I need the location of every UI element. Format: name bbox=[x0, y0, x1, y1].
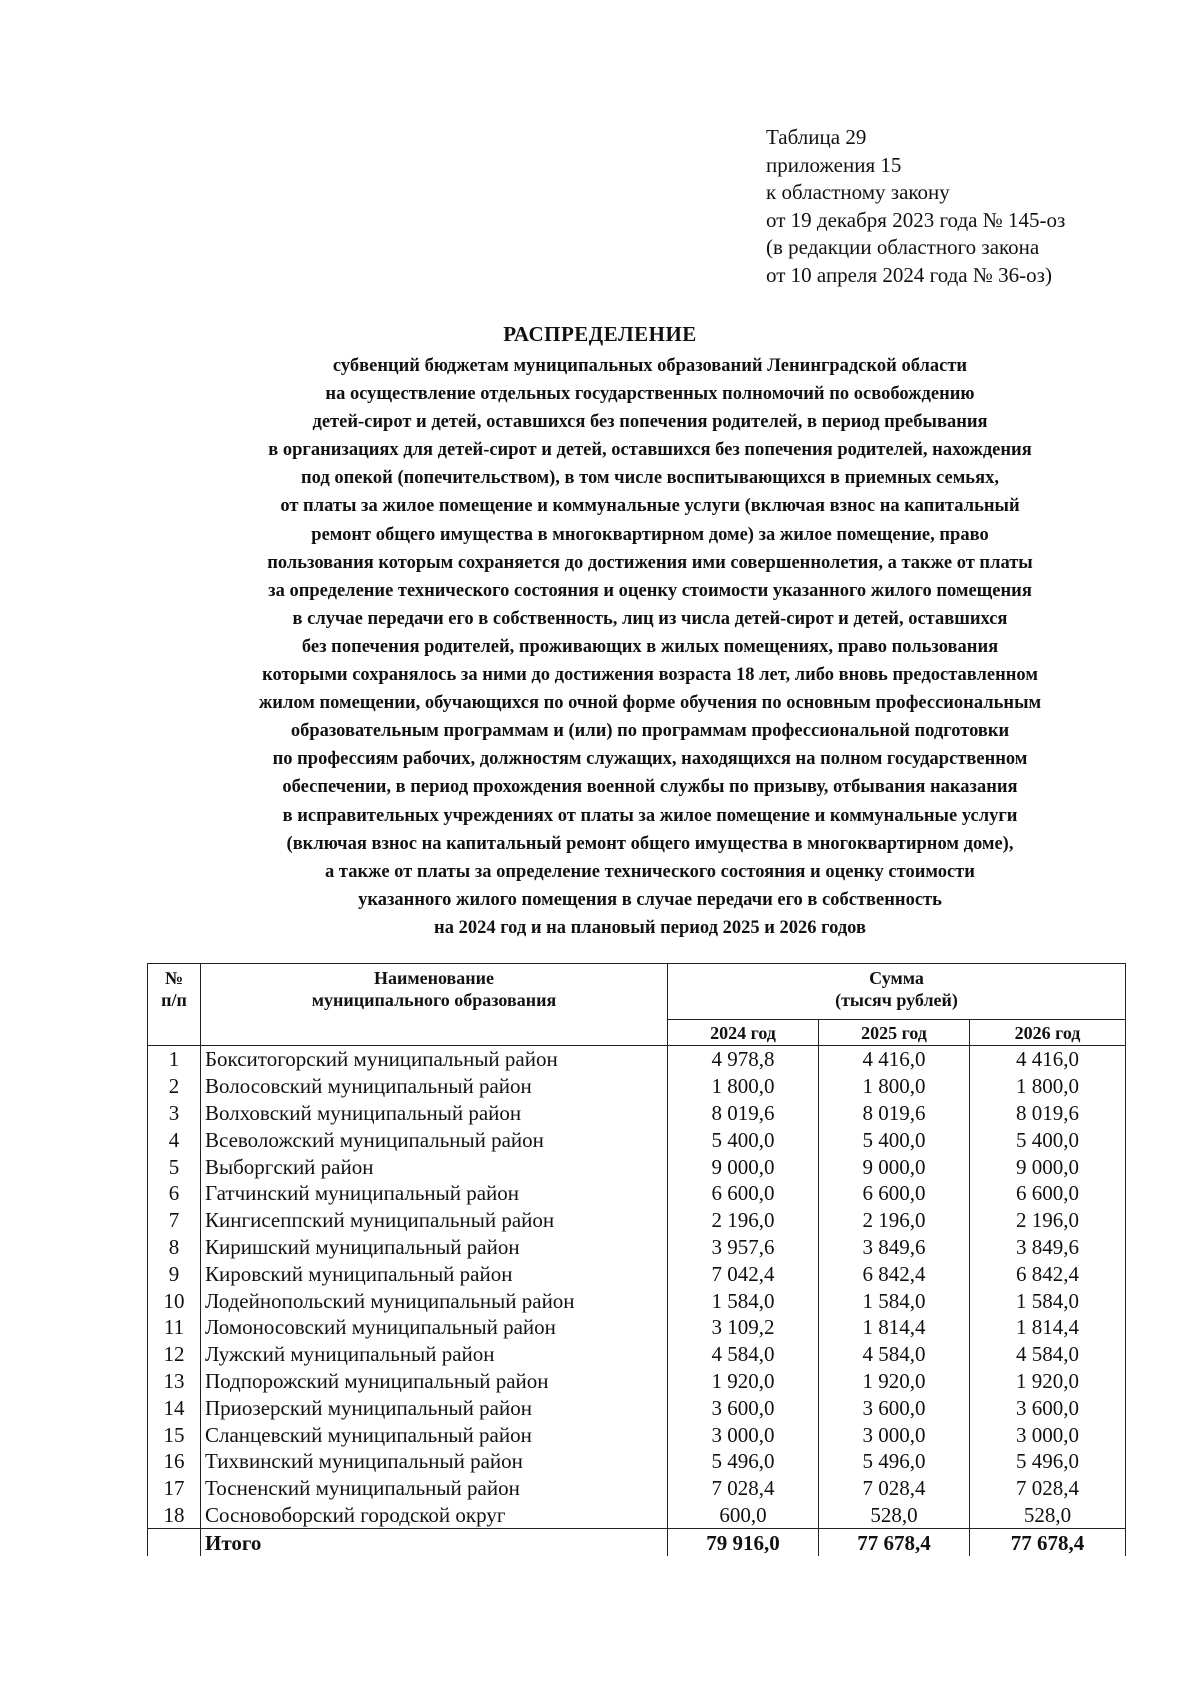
subtitle-line: субвенций бюджетам муниципальных образований Ленинградской области bbox=[332, 356, 968, 376]
subtitle-line: (включая взнос на капитальный ремонт общего имущества в многоквартирном доме), bbox=[286, 833, 1014, 854]
row-value-2025: 1 814,4 bbox=[819, 1314, 970, 1341]
row-number: 12 bbox=[148, 1341, 201, 1368]
table-row bbox=[148, 1394, 1126, 1421]
row-value-2026: 8 019,6 bbox=[970, 1100, 1126, 1127]
appendix-header bbox=[766, 124, 1166, 289]
table-row bbox=[148, 1126, 1126, 1153]
row-value-2026: 6 842,4 bbox=[970, 1260, 1126, 1287]
row-value-2024: 1 800,0 bbox=[668, 1073, 819, 1100]
row-number: 2 bbox=[148, 1073, 201, 1100]
row-number: 17 bbox=[148, 1475, 201, 1502]
row-value-2025: 1 584,0 bbox=[819, 1287, 970, 1314]
row-value-2026: 1 920,0 bbox=[970, 1368, 1126, 1395]
row-number: 13 bbox=[148, 1368, 201, 1395]
row-number: 4 bbox=[148, 1126, 201, 1153]
col-header-sum-line2: (тысяч рублей) bbox=[835, 990, 958, 1010]
header-line: от 10 апреля 2024 года № 36-оз) bbox=[766, 262, 1052, 287]
row-value-2025: 528,0 bbox=[819, 1502, 970, 1529]
row-value-2026: 3 849,6 bbox=[970, 1234, 1126, 1261]
subtitle-line: пользования которым сохраняется до достижения ими совершеннолетия, а также от платы bbox=[267, 552, 1033, 573]
row-value-2024: 600,0 bbox=[668, 1502, 819, 1529]
row-number: 6 bbox=[148, 1180, 201, 1207]
subtitle-line: в организациях для детей-сирот и детей, оставшихся без попечения родителей, нахождения bbox=[268, 440, 1032, 461]
table-body bbox=[148, 1046, 1126, 1557]
table-row bbox=[148, 1341, 1126, 1368]
row-value-2025: 4 416,0 bbox=[819, 1046, 970, 1073]
row-value-2025: 1 920,0 bbox=[819, 1368, 970, 1395]
header-line: к областному закону bbox=[766, 180, 950, 204]
table-row bbox=[148, 1287, 1126, 1314]
table-row-total bbox=[148, 1529, 1126, 1556]
row-value-2025: 6 600,0 bbox=[819, 1180, 970, 1207]
table-row bbox=[148, 1421, 1126, 1448]
col-header-number-line2: п/п bbox=[161, 990, 187, 1010]
subtitle-line: за определение технического состояния и оценку стоимости указанного жилого помещения bbox=[268, 580, 1032, 601]
row-value-2024: 2 196,0 bbox=[668, 1207, 819, 1234]
row-value-2025: 4 584,0 bbox=[819, 1341, 970, 1368]
row-value-2026: 7 028,4 bbox=[970, 1475, 1126, 1502]
col-header-number-line1: № bbox=[164, 968, 184, 988]
row-value-2026: 1 814,4 bbox=[970, 1314, 1126, 1341]
row-value-2025: 3 849,6 bbox=[819, 1234, 970, 1261]
document-subtitle bbox=[155, 352, 1145, 942]
table-row bbox=[148, 1153, 1126, 1180]
row-value-2025: 9 000,0 bbox=[819, 1153, 970, 1180]
row-value-2024: 4 584,0 bbox=[668, 1341, 819, 1368]
row-municipality-name: Лужский муниципальный район bbox=[201, 1341, 668, 1368]
row-value-2024: 3 600,0 bbox=[668, 1394, 819, 1421]
table-row bbox=[148, 1368, 1126, 1395]
subtitle-line: в случае передачи его в собственность, лиц из числа детей-сирот и детей, оставшихся bbox=[292, 608, 1008, 629]
row-value-2024: 6 600,0 bbox=[668, 1180, 819, 1207]
document-title: РАСПРЕДЕЛЕНИЕ bbox=[503, 322, 697, 346]
subtitle-line: по профессиям рабочих, должностям служащих, находящихся на полном государственном bbox=[272, 749, 1028, 770]
row-value-2026: 6 600,0 bbox=[970, 1180, 1126, 1207]
row-municipality-name: Бокситогорский муниципальный район bbox=[201, 1046, 668, 1073]
subtitle-line: в исправительных учреждениях от платы за жилое помещение и коммунальные услуги bbox=[282, 805, 1018, 826]
row-municipality-name: Лодейнопольский муниципальный район bbox=[201, 1287, 668, 1314]
row-number: 16 bbox=[148, 1448, 201, 1475]
table-row bbox=[148, 1180, 1126, 1207]
col-header-sum bbox=[668, 964, 1126, 1020]
row-municipality-name: Кировский муниципальный район bbox=[201, 1260, 668, 1287]
row-number: 3 bbox=[148, 1100, 201, 1127]
row-municipality-name: Киришский муниципальный район bbox=[201, 1234, 668, 1261]
row-value-2026: 1 584,0 bbox=[970, 1287, 1126, 1314]
row-value-2024: 4 978,8 bbox=[668, 1046, 819, 1073]
row-value-2024: 5 496,0 bbox=[668, 1448, 819, 1475]
total-label: Итого bbox=[201, 1529, 668, 1556]
row-value-2025: 8 019,6 bbox=[819, 1100, 970, 1127]
row-number: 11 bbox=[148, 1314, 201, 1341]
row-value-2026: 4 584,0 bbox=[970, 1341, 1126, 1368]
header-line: от 19 декабря 2023 года № 145-оз bbox=[766, 207, 1066, 232]
subtitle-line: детей-сирот и детей, оставшихся без попечения родителей, в период пребывания bbox=[312, 412, 988, 433]
subtitle-line: а также от платы за определение технического состояния и оценку стоимости bbox=[325, 861, 975, 882]
subtitle-line: на осуществление отдельных государственных полномочий по освобождению bbox=[325, 384, 975, 405]
row-municipality-name: Волосовский муниципальный район bbox=[201, 1073, 668, 1100]
subtitle-line: ремонт общего имущества в многоквартирном доме) за жилое помещение, право bbox=[311, 524, 989, 545]
row-number: 15 bbox=[148, 1421, 201, 1448]
row-municipality-name: Приозерский муниципальный район bbox=[201, 1394, 668, 1421]
row-value-2024: 1 920,0 bbox=[668, 1368, 819, 1395]
row-municipality-name: Гатчинский муниципальный район bbox=[201, 1180, 668, 1207]
table-row bbox=[148, 1260, 1126, 1287]
subtitle-line: без попечения родителей, проживающих в жилых помещениях, право пользования bbox=[301, 636, 999, 657]
row-value-2024: 7 028,4 bbox=[668, 1475, 819, 1502]
row-value-2026: 4 416,0 bbox=[970, 1046, 1126, 1073]
row-municipality-name: Тихвинский муниципальный район bbox=[201, 1448, 668, 1475]
row-number: 10 bbox=[148, 1287, 201, 1314]
total-2026: 77 678,4 bbox=[970, 1529, 1126, 1556]
row-value-2024: 1 584,0 bbox=[668, 1287, 819, 1314]
row-value-2025: 1 800,0 bbox=[819, 1073, 970, 1100]
row-number: 7 bbox=[148, 1207, 201, 1234]
row-value-2025: 5 400,0 bbox=[819, 1126, 970, 1153]
row-value-2024: 3 000,0 bbox=[668, 1421, 819, 1448]
row-value-2026: 3 000,0 bbox=[970, 1421, 1126, 1448]
row-municipality-name: Всеволожский муниципальный район bbox=[201, 1126, 668, 1153]
table-row bbox=[148, 1314, 1126, 1341]
table-row bbox=[148, 1475, 1126, 1502]
table-row bbox=[148, 1502, 1126, 1529]
row-value-2025: 7 028,4 bbox=[819, 1475, 970, 1502]
subtitle-line: обеспечении, в период прохождения военной службы по призыву, отбывания наказания bbox=[282, 777, 1018, 798]
col-header-name-line2: муниципального образования bbox=[311, 990, 557, 1010]
row-value-2025: 5 496,0 bbox=[819, 1448, 970, 1475]
row-number: 1 bbox=[148, 1046, 201, 1073]
subtitle-line: жилом помещении, обучающихся по очной форме обучения по основным профессиональным bbox=[258, 693, 1042, 714]
header-line: Таблица 29 bbox=[766, 125, 867, 149]
row-value-2024: 5 400,0 bbox=[668, 1126, 819, 1153]
row-municipality-name: Волховский муниципальный район bbox=[201, 1100, 668, 1127]
row-value-2024: 3 109,2 bbox=[668, 1314, 819, 1341]
subtitle-line: которыми сохранялось за ними до достижения возраста 18 лет, либо вновь предоставленном bbox=[262, 665, 1038, 686]
subtitle-line: на 2024 год и на плановый период 2025 и 2026 годов bbox=[434, 917, 866, 938]
row-value-2026: 2 196,0 bbox=[970, 1207, 1126, 1234]
row-value-2026: 9 000,0 bbox=[970, 1153, 1126, 1180]
row-number: 14 bbox=[148, 1394, 201, 1421]
row-value-2024: 8 019,6 bbox=[668, 1100, 819, 1127]
table-header bbox=[148, 964, 1126, 1046]
table-row bbox=[148, 1207, 1126, 1234]
col-header-year-2026: 2026 год bbox=[970, 1020, 1126, 1046]
table-row bbox=[148, 1100, 1126, 1127]
row-number: 5 bbox=[148, 1153, 201, 1180]
total-2025: 77 678,4 bbox=[819, 1529, 970, 1556]
row-value-2024: 3 957,6 bbox=[668, 1234, 819, 1261]
header-line: приложения 15 bbox=[766, 152, 902, 177]
row-municipality-name: Подпорожский муниципальный район bbox=[201, 1368, 668, 1395]
row-municipality-name: Сланцевский муниципальный район bbox=[201, 1421, 668, 1448]
row-value-2026: 1 800,0 bbox=[970, 1073, 1126, 1100]
table-row bbox=[148, 1448, 1126, 1475]
total-number-cell bbox=[148, 1529, 201, 1556]
subtitle-line: указанного жилого помещения в случае передачи его в собственность bbox=[358, 889, 942, 910]
table-row bbox=[148, 1046, 1126, 1073]
subtitle-line: образовательным программам и (или) по программам профессиональной подготовки bbox=[290, 721, 1010, 742]
table-row bbox=[148, 1234, 1126, 1261]
row-value-2026: 5 496,0 bbox=[970, 1448, 1126, 1475]
row-value-2024: 7 042,4 bbox=[668, 1260, 819, 1287]
subtitle-line: под опекой (попечительством), в том числе воспитывающихся в приемных семьях, bbox=[301, 468, 999, 489]
table-row bbox=[148, 1073, 1126, 1100]
row-municipality-name: Ломоносовский муниципальный район bbox=[201, 1314, 668, 1341]
row-number: 18 bbox=[148, 1502, 201, 1529]
row-value-2025: 2 196,0 bbox=[819, 1207, 970, 1234]
row-number: 9 bbox=[148, 1260, 201, 1287]
row-value-2024: 9 000,0 bbox=[668, 1153, 819, 1180]
row-municipality-name: Сосновоборский городской округ bbox=[201, 1502, 668, 1529]
total-2024: 79 916,0 bbox=[668, 1529, 819, 1556]
row-municipality-name: Кингисеппский муниципальный район bbox=[201, 1207, 668, 1234]
row-value-2026: 5 400,0 bbox=[970, 1126, 1126, 1153]
col-header-number bbox=[148, 964, 201, 1046]
col-header-name bbox=[201, 964, 668, 1046]
row-value-2026: 3 600,0 bbox=[970, 1394, 1126, 1421]
row-value-2026: 528,0 bbox=[970, 1502, 1126, 1529]
header-line: (в редакции областного закона bbox=[766, 235, 1040, 259]
distribution-table bbox=[147, 963, 1126, 1556]
col-header-year-2025: 2025 год bbox=[819, 1020, 970, 1046]
row-value-2025: 6 842,4 bbox=[819, 1260, 970, 1287]
subtitle-line: от платы за жилое помещение и коммунальные услуги (включая взнос на капитальный bbox=[280, 496, 1020, 517]
col-header-name-line1: Наименование bbox=[374, 968, 494, 988]
col-header-sum-line1: Сумма bbox=[869, 968, 924, 988]
row-municipality-name: Тосненский муниципальный район bbox=[201, 1475, 668, 1502]
row-municipality-name: Выборгский район bbox=[201, 1153, 668, 1180]
col-header-year-2024: 2024 год bbox=[668, 1020, 819, 1046]
row-number: 8 bbox=[148, 1234, 201, 1261]
row-value-2025: 3 000,0 bbox=[819, 1421, 970, 1448]
row-value-2025: 3 600,0 bbox=[819, 1394, 970, 1421]
